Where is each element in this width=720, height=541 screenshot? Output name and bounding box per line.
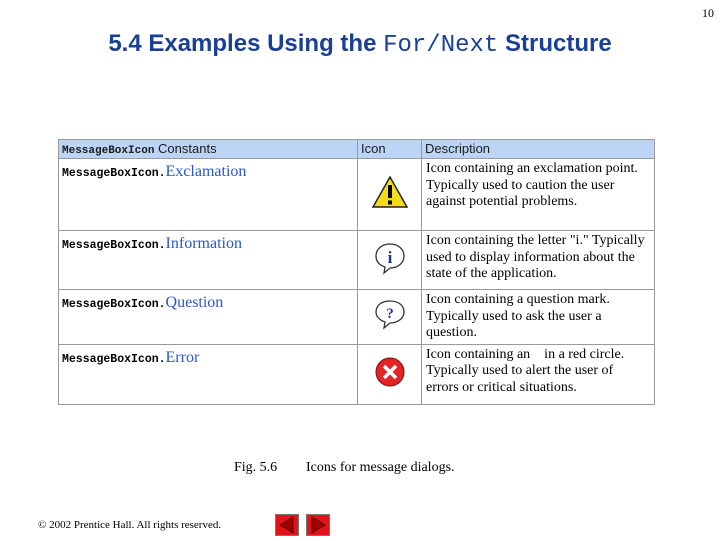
description-cell: [422, 344, 655, 404]
constant-cell: [59, 344, 358, 404]
constant-prefix: MessageBoxIcon.: [62, 239, 166, 252]
table-row: [59, 159, 655, 231]
error-icon: [373, 355, 407, 389]
message-box-icon-table: [58, 139, 655, 405]
description-cell: [422, 159, 655, 231]
next-slide-button[interactable]: [306, 514, 330, 536]
header-constants: [59, 140, 358, 159]
description-line: against potential problems.: [426, 194, 578, 209]
header-constants-code: MessageBoxIcon: [62, 145, 155, 157]
svg-text:?: ?: [385, 306, 394, 323]
arrow-left-icon: [275, 514, 299, 536]
slide-title: [0, 30, 720, 59]
exclamation-icon: [371, 174, 409, 210]
information-icon: [373, 241, 407, 275]
header-description: Description: [422, 140, 655, 159]
title-code: For/Next: [383, 32, 499, 59]
description-line: state of the application.: [426, 266, 557, 281]
header-constants-word: Constants: [158, 141, 217, 156]
description-line: Typically used to alert the user of: [426, 363, 614, 378]
description-line: Typically used to caution the user: [426, 177, 615, 193]
description-line: Icon containing an in a red circle.: [426, 346, 625, 362]
page-number: 10: [702, 6, 714, 20]
constant-name: Information: [165, 235, 242, 252]
previous-slide-button[interactable]: [275, 514, 299, 536]
question-icon: [373, 298, 407, 330]
constant-name: Exclamation: [165, 163, 247, 180]
icon-cell: [358, 290, 422, 345]
svg-text:i: i: [387, 247, 392, 267]
table-row: [59, 290, 655, 345]
icon-cell: [358, 231, 422, 290]
constant-prefix: MessageBoxIcon.: [62, 352, 166, 366]
description-line: Icon containing a question mark.: [426, 292, 610, 307]
constant-name: Question: [165, 294, 224, 311]
title-prefix: 5.4 Examples Using the: [108, 30, 377, 57]
description-line: Icon containing an exclamation point.: [426, 161, 638, 176]
constant-cell: [59, 290, 358, 345]
table-row: [59, 344, 655, 404]
constant-cell: [59, 159, 358, 231]
header-icon: Icon: [358, 140, 422, 159]
description-line: Icon containing the letter "i." Typically: [426, 233, 645, 248]
icon-cell: [358, 159, 422, 231]
figure-number: Fig. 5.6: [234, 460, 278, 475]
table-row: [59, 231, 655, 290]
constant-cell: [59, 231, 358, 290]
table-header-row: [59, 140, 655, 159]
copyright: [38, 519, 221, 531]
description-line: Typically used to ask the user a: [426, 308, 602, 324]
copyright-text: 2002 Prentice Hall. All rights reserved.: [49, 519, 222, 531]
icon-cell: [358, 344, 422, 404]
description-line: used to display information about the: [426, 249, 635, 265]
description-cell: [422, 231, 655, 290]
constant-name: Error: [165, 348, 200, 366]
description-line: errors or critical situations.: [426, 379, 577, 395]
arrow-right-icon: [306, 514, 330, 536]
title-suffix: Structure: [504, 30, 612, 57]
figure-caption: Icons for message dialogs.: [306, 460, 455, 475]
constant-prefix: MessageBoxIcon.: [62, 298, 166, 311]
constant-prefix: MessageBoxIcon.: [62, 167, 166, 180]
description-cell: [422, 290, 655, 345]
copyright-icon: ©: [38, 519, 47, 531]
description-line: question.: [426, 325, 477, 340]
